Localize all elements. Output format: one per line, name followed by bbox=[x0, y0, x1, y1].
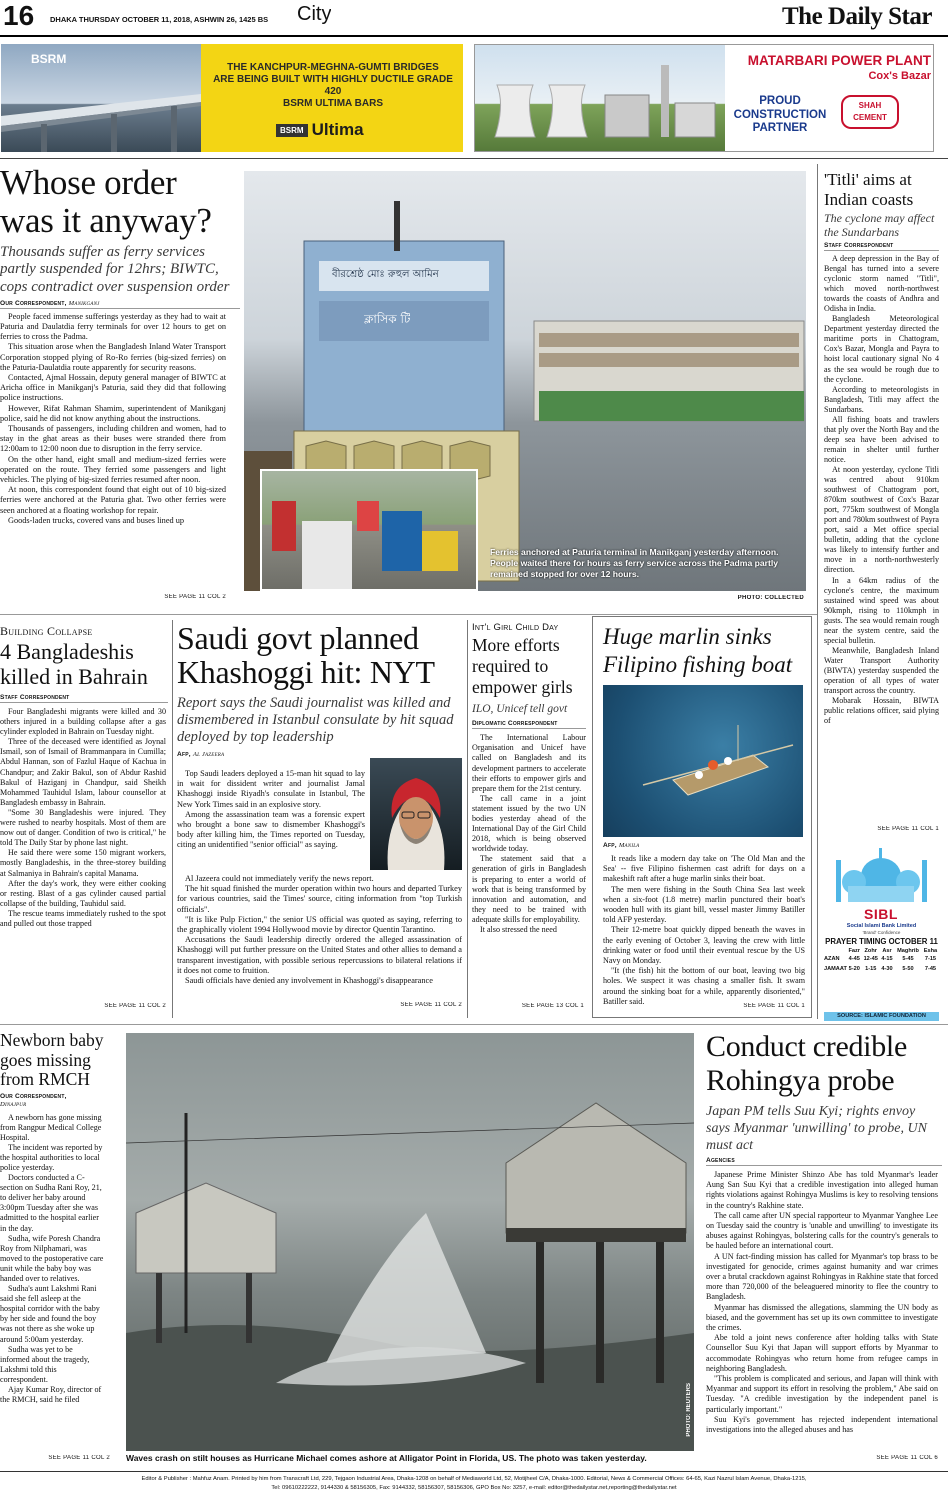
rule-bahrain-khashoggi bbox=[172, 620, 173, 1018]
prayer-time-cell: 4-30 bbox=[881, 966, 893, 972]
ferry-story bbox=[0, 164, 240, 610]
traffic-illustration bbox=[262, 471, 476, 589]
bahrain-paragraph: "Some 30 Bangladeshis were injured. They were rushed to nearby hospitals. Most of them are now out of danger. Condition of two is critical," he told The Daily Star by phone last night. bbox=[0, 807, 166, 848]
bahrain-body bbox=[0, 707, 166, 929]
rohingya-headline[interactable] bbox=[706, 1030, 942, 1098]
prayer-time-cell: 7-15 bbox=[924, 956, 937, 962]
khashoggi-deck: Report says the Saudi journalist was killed and dismembered in Istanbul consulate by hit squad deployed by top leadership bbox=[177, 695, 454, 745]
shah-cement-logo bbox=[841, 95, 899, 129]
baby-paragraph: A newborn has gone missing from Rangpur Medical College Hospital. bbox=[0, 1112, 102, 1142]
prayer-table bbox=[824, 948, 939, 974]
girlchild-body bbox=[472, 733, 586, 935]
titli-paragraph: In a 64km radius of the cyclone's centre, the maximum sustained wind speed was about 90kmph, rising to 110kmph in gusts. The sea would remain rough near the system centre, said the special bulletin. bbox=[824, 575, 939, 645]
ferry-byline bbox=[0, 300, 240, 309]
bahrain-headline-line-1: 4 Bangladeshis bbox=[0, 639, 134, 664]
rohingya-body bbox=[706, 1170, 938, 1435]
newspaper-logo[interactable]: The Daily Star bbox=[782, 3, 932, 30]
masthead-rule bbox=[0, 35, 948, 37]
khashoggi-paragraph: "It is like Pulp Fiction," the senior US official was quoted as saying, referring to the graphically violent 1994 Hollywood movie by director Quentin Tarantino. bbox=[177, 914, 462, 935]
prayer-time-cell: 1-15 bbox=[865, 966, 877, 972]
power-plant-illustration bbox=[475, 45, 725, 151]
hurricane-photo bbox=[126, 1033, 694, 1451]
girlchild-story bbox=[472, 622, 586, 1016]
ferry-paragraph: On the other hand, eight small and medium-sized ferries were operated on the route. They ferried some passengers and light vehicles. The plying of big-sized ferries resumed after noon. bbox=[0, 454, 226, 484]
footer-rule bbox=[0, 1471, 948, 1472]
prayer-time-cell: 4-45 bbox=[848, 956, 860, 962]
rohingya-byline: Agencies bbox=[706, 1157, 942, 1166]
marlin-byline-place: Manila bbox=[618, 842, 640, 849]
titli-deck: The cyclone may affect the Sundarbans bbox=[824, 211, 935, 239]
baby-paragraph: Sudha was yet to be informed about the tragedy, Lakshmi told this correspondent. bbox=[0, 1344, 90, 1384]
girlchild-paragraph: The call came in a joint statement issued by the two UN bodies yesterday ahead of the International Day of the Girl Child 2018, which is being observed worldwide today. bbox=[472, 793, 586, 854]
lower-rule bbox=[0, 1024, 948, 1025]
rohingya-paragraph: A UN fact-finding mission has called for Myanmar's top brass to be investigated for genocide, crimes against humanity and war crimes over a brutal crackdown against Rohingyas in Rakhine state that forced more than 720,000 of the beleaguered minority to flee the country to Bangladesh. bbox=[706, 1251, 938, 1302]
titli-paragraph: A deep depression in the Bay of Bengal has turned into a severe cyclonic storm named "Titli", which moved north-northwest towards the coasts of Andhra and Odisha in India. bbox=[824, 254, 939, 314]
bsrm-logo: BSRM bbox=[31, 52, 67, 66]
ferry-paragraph: Thousands of passengers, including children and women, had to stay in the ghat areas as their buses were stranded there from 12:00am to 12:00 noon due to disruption in the ferry service. bbox=[0, 423, 226, 454]
khashoggi-paragraph: Top Saudi leaders deployed a 15-man hit squad to lay in wait for dissident writer and journalist Jamal Khashoggi inside Riyadh's consulate in Istanbul, The New York Times said in an explosive story. bbox=[177, 769, 365, 809]
bahrain-story bbox=[0, 624, 168, 1018]
bahrain-jump[interactable]: SEE PAGE 11 COL 2 bbox=[104, 1003, 166, 1009]
rohingya-headline-line-1: Conduct credible bbox=[706, 1030, 907, 1063]
baby-byline bbox=[0, 1093, 118, 1109]
bahrain-kicker: Building Collapse bbox=[0, 624, 93, 638]
prayer-azan-row bbox=[824, 954, 939, 964]
girlchild-paragraph: It also stressed the need bbox=[480, 925, 557, 934]
baby-paragraph: The incident was reported by the hospital authorities to local police yesterday. bbox=[0, 1142, 103, 1172]
shah-role-3: PARTNER bbox=[752, 122, 808, 134]
khashoggi-portrait bbox=[370, 758, 462, 870]
baby-paragraph: Sudha, wife Poresh Chandra Roy from Nilphamari, was moved to the postoperative care unit while the baby boy was handed over to relatives. bbox=[0, 1233, 104, 1283]
raft-illustration bbox=[603, 685, 803, 837]
ferry-inset-photo bbox=[260, 469, 478, 591]
rohingya-paragraph: Myanmar has dismissed the allegations, slamming the UN body as biased, and the government has set up its own committee to investigate the crimes. bbox=[706, 1302, 938, 1333]
khashoggi-jump[interactable]: SEE PAGE 11 COL 2 bbox=[400, 1002, 462, 1008]
prayer-source: SOURCE: ISLAMIC FOUNDATION bbox=[824, 1012, 939, 1021]
bahrain-byline: Staff Correspondent bbox=[0, 694, 168, 703]
girlchild-kicker: Int'l Girl Child Day bbox=[472, 622, 559, 633]
bahrain-paragraph: After the day's work, they were either cooking or resting. Blast of a gas cylinder caused partial collapse of the building, Tauhidul said. bbox=[0, 878, 166, 908]
girlchild-headline-line-2: required to bbox=[472, 656, 549, 676]
rule-khashoggi-girl bbox=[467, 620, 468, 1018]
baby-headline-line-2: goes missing bbox=[0, 1049, 91, 1070]
baby-paragraph: Sudha's aunt Lakshmi Rani said she fell asleep at the hospital corridor with the baby by her side and found the boy was not there as she woke up around 5:00am yesterday. bbox=[0, 1284, 100, 1344]
rohingya-paragraph: "This problem is complicated and serious, and Japan will think with Myanmar and support its effort in resolving the problem," Abe said on Tuesday. "A credible investigation by the independent panel is particularly important." bbox=[706, 1374, 938, 1414]
bahrain-paragraph: Three of the deceased were identified as Joynal Ismail, son of Ismail of Brammanpara in Cumilla; Abdul Hannan, son of Fazlul Haque of Kachua in Chandpur; and Zakir Bakul, son of Abdur Rashid Bakul of Haziganj in Chandpur, said Sheikh Mohammed Tauhidul Islam, labour counsellor at Bangladesh embassy in Bahrain. bbox=[0, 737, 166, 807]
khashoggi-byline-name: Afp, bbox=[177, 751, 191, 758]
bahrain-paragraph: Four Bangladeshi migrants were killed and 30 others injured in a building collapse after a gas cylinder exploded in Bahrain on Tuesday night. bbox=[0, 707, 166, 737]
khashoggi-body-narrow bbox=[177, 769, 365, 851]
imprint-line-2: Tel: 09610222222, 9144330 & 58156305, Fax: 9144332, 58156307, 58156306, GPO Box No: 3257, e-mail: editor@thedailystar.net,reporting@thedailystar.net bbox=[271, 1485, 677, 1491]
khashoggi-story bbox=[177, 621, 465, 1016]
bsrm-ultima-logo bbox=[276, 120, 364, 140]
bsrm-badge: BSRM bbox=[276, 124, 308, 137]
marlin-headline-line-1: Huge marlin sinks bbox=[603, 624, 772, 649]
stilt-house-illustration bbox=[126, 1033, 694, 1451]
bahrain-paragraph: He said there were some 150 migrant workers, mostly Bangladeshis, in the three-storey building at Salmaniya in Bahrain's capital Manama. bbox=[0, 848, 166, 878]
girlchild-headline-line-1: More efforts bbox=[472, 635, 560, 655]
ferry-jump[interactable]: SEE PAGE 11 COL 2 bbox=[164, 594, 226, 600]
khashoggi-byline bbox=[177, 751, 465, 758]
ferry-paragraph: This situation arose when the Bangladesh Inland Water Transport Corporation stopped plying of Ro-Ro ferries (big-sized ferries) on the Paturia-Daulatdia route apparently for security reasons. bbox=[0, 342, 226, 372]
shah-cement-ad[interactable] bbox=[474, 44, 934, 152]
baby-story bbox=[0, 1031, 118, 1465]
prayer-col-header: Esha bbox=[923, 948, 938, 954]
baby-jump[interactable]: SEE PAGE 11 COL 2 bbox=[48, 1455, 110, 1461]
bahrain-headline[interactable] bbox=[0, 639, 168, 689]
ferry-headline-line-2: was it anyway? bbox=[0, 201, 212, 240]
shah-logo-line-2: CEMENT bbox=[853, 113, 887, 122]
ferry-headline-line-1: Whose order bbox=[0, 164, 177, 202]
marlin-body bbox=[603, 854, 805, 1007]
shah-logo-line-1: SHAH bbox=[858, 101, 882, 110]
baby-paragraph: Ajay Kumar Roy, director of the RMCH, said he filed bbox=[0, 1385, 102, 1405]
khashoggi-paragraph: The hit squad finished the murder operation within two hours and departed Turkey for various countries, said the Times' source, citing information from "top Turkish officials". bbox=[177, 884, 462, 914]
titli-body bbox=[824, 254, 939, 726]
hurricane-caption: Waves crash on stilt houses as Hurricane Michael comes ashore at Alligator Point in Florida, US. The photo was taken yesterday. bbox=[126, 1453, 647, 1463]
prayer-col-header: Asr bbox=[882, 948, 892, 954]
prayer-col-header: Zohr bbox=[864, 948, 877, 954]
column-rule-right bbox=[817, 164, 818, 1019]
baby-headline-line-1: Newborn baby bbox=[0, 1031, 104, 1050]
baby-headline-line-3: from RMCH bbox=[0, 1069, 90, 1089]
girlchild-jump[interactable]: SEE PAGE 13 COL 1 bbox=[521, 1003, 584, 1009]
titli-paragraph: Mobarak Hossain, BIWTA public relations officer, said plying of bbox=[824, 696, 939, 726]
portrait-illustration bbox=[370, 758, 462, 870]
prayer-jamaat-row bbox=[824, 964, 939, 974]
rohingya-paragraph: The call came after UN special rapporteur to Myanmar Yanghee Lee on Tuesday said the country is 'unable and unwilling' to investigate its abuses against Rohingyas, bolstering calls for the country's generals to be hauled before an international court. bbox=[706, 1210, 938, 1251]
power-plant-photo bbox=[475, 45, 725, 151]
ferry-headline[interactable] bbox=[0, 164, 240, 240]
bridge-photo bbox=[1, 44, 201, 152]
ferry-photo-credit: PHOTO: COLLECTED bbox=[737, 595, 804, 601]
khashoggi-paragraph: Al Jazeera could not immediately verify the news report. bbox=[185, 874, 374, 883]
bsrm-line-1: THE KANCHPUR-MEGHNA-GUMTI BRIDGES bbox=[227, 62, 439, 73]
baby-byline-place: Dinajpur bbox=[0, 1100, 27, 1108]
titli-paragraph: According to meteorologists in Bangladesh, Titli may affect the Sundarbans. bbox=[824, 384, 939, 414]
shah-ad-role bbox=[725, 95, 835, 136]
khashoggi-paragraph: Saudi officials have denied any involvement in Khashoggi's disappearance bbox=[185, 976, 433, 986]
ferry-paragraph: At noon, this correspondent found that eight out of 10 big-sized ferries were anchored at the Paturia ghat. Two other ferries were seen anchored at a floating workshop for repair. bbox=[0, 485, 226, 515]
khashoggi-headline[interactable] bbox=[177, 621, 465, 689]
ferry-paragraph: Goods-laden trucks, covered vans and buses lined up bbox=[8, 515, 185, 525]
titli-headline-line-1: 'Titli' aims at bbox=[824, 170, 912, 189]
khashoggi-body-wide bbox=[177, 874, 462, 986]
masthead bbox=[0, 0, 948, 40]
titli-story bbox=[824, 170, 939, 838]
ferry-sign-2: ক্লাসিক টি bbox=[364, 312, 411, 326]
rohingya-headline-line-2: Rohingya probe bbox=[706, 1064, 895, 1097]
baby-headline[interactable] bbox=[0, 1031, 118, 1090]
marlin-paragraph: The men were fishing in the South China Sea last week when a six-foot (1.8 metre) marlin punctured their boat's wooden hull with its giant bill, vessel master Jimmy Batiller told AFP yesterday. bbox=[603, 884, 805, 925]
rohingya-paragraph: Abe told a joint news conference after holding talks with State Counsellor Suu Kyi that Japan will support efforts by Myanmar to accommodate Rohingyas who return home from refugee camps in neighboring Bangladesh. bbox=[706, 1333, 938, 1373]
girlchild-headline-line-3: empower girls bbox=[472, 677, 573, 697]
bsrm-ad-headline bbox=[206, 62, 460, 110]
ferry-photo bbox=[244, 171, 806, 603]
girlchild-headline[interactable] bbox=[472, 635, 586, 698]
marlin-byline bbox=[603, 842, 639, 849]
dateline: DHAKA THURSDAY OCTOBER 11, 2018, ASHWIN 26, 1425 BS bbox=[50, 15, 269, 24]
marlin-paragraph: "It (the fish) hit the bottom of our boat, leaving two big holes. We suspect it was chasing a smaller fish. It swam around the sinking boat for a while, apparently disoriented," Batiller said. bbox=[603, 966, 805, 1006]
girlchild-byline: Diplomatic Correspondent bbox=[472, 720, 586, 729]
shah-role-1: PROUD bbox=[759, 95, 801, 107]
ferry-caption: Ferries anchored at Paturia terminal in Manikganj yesterday afternoon. People waited there for hours as ferry service across the Padma partly remained stopped for over 12 hours. bbox=[490, 547, 779, 579]
marlin-paragraph: Their 12-metre boat quickly dipped beneath the waves in the early evening of October 3, leaving the crew with little drinking water or food until their eventual rescue by the US Navy on Monday. bbox=[603, 925, 805, 966]
rohingya-paragraph: Japanese Prime Minister Shinzo Abe has told Myanmar's leader Aung San Suu Kyi that a credible investigation into alleged human rights violations against Rohingya Muslims is key to resolving tensions in the country's Rakhine state. bbox=[706, 1170, 938, 1210]
rohingya-jump[interactable]: SEE PAGE 11 COL 6 bbox=[876, 1455, 938, 1461]
bsrm-line-2: ARE BEING BUILT WITH HIGHLY DUCTILE GRADE 420 bbox=[213, 74, 453, 97]
khashoggi-paragraph: Among the assassination team was a forensic expert who brought a bone saw to dismember Khashoggi's body after killing him, the Times reported on Tuesday, citing an unidentified "senior official" as saying. bbox=[177, 809, 365, 850]
ads-bottom-rule bbox=[0, 158, 948, 159]
ferry-paragraph: Contacted, Ajmal Hossain, deputy general manager of BIWTC at Aricha office in Manikganj's Paturia, said they did that following police instructions. bbox=[0, 372, 226, 403]
sibl-logo: SIBL bbox=[864, 906, 898, 922]
mid-rule bbox=[0, 614, 817, 615]
titli-headline-line-2: Indian coasts bbox=[824, 190, 914, 209]
prayer-row-label: JAMAAT bbox=[824, 966, 847, 972]
shah-role-2: CONSTRUCTION bbox=[733, 108, 827, 121]
prayer-time-cell: 5-45 bbox=[902, 956, 914, 962]
girlchild-paragraph: The International Labour Organisation and Unicef have called on Bangladesh and its development partners to accelerate their efforts to empower girls and prepare them for the 21st century. bbox=[472, 733, 586, 793]
prayer-row-label: AZAN bbox=[824, 956, 840, 962]
baby-paragraph: Doctors conducted a C-section on Sudha Rani Roy, 21, to deliver her baby around 3:00pm Tuesday after she was admitted to the hospital earlier in the day. bbox=[0, 1173, 102, 1233]
ferry-paragraph: People faced immense sufferings yesterday as they had to wait at Paturia and Daulatdia ferry terminals for over 12 hours to get on ferries to cross the Padma. bbox=[0, 311, 226, 342]
prayer-col-header: Fazr bbox=[848, 948, 860, 954]
ferry-deck: Thousands suffer as ferry services partly suspended for 12hrs; BIWTC, cops contradict over suspension order bbox=[0, 244, 230, 295]
bsrm-line-3: BSRM ULTIMA BARS bbox=[283, 98, 383, 109]
marlin-story bbox=[592, 616, 812, 1018]
ferry-paragraph: However, Rifat Rahman Shamim, superintendent of Manikganj police, said he did not know anything about the instructions. bbox=[0, 403, 226, 423]
khashoggi-byline-place: Al Jazeera bbox=[192, 751, 225, 758]
titli-paragraph: All fishing boats and trawlers that ply over the North Bay and the deep sea have been advised to remain in shelter until further notice. bbox=[824, 414, 939, 464]
prayer-time-cell: 5-20 bbox=[848, 966, 860, 972]
bahrain-paragraph: The rescue teams immediately rushed to the spot and pulled out those trapped bbox=[0, 908, 167, 928]
baby-body bbox=[0, 1113, 104, 1406]
shah-ad-subtitle: Cox's Bazar bbox=[868, 70, 931, 82]
sibl-full-name: Social Islami Bank Limited bbox=[846, 923, 917, 929]
titli-paragraph: Meanwhile, Bangladesh Inland Water Transport Authority (BIWTA) yesterday suspended the operation of all types of water transport across the country. bbox=[824, 645, 939, 696]
girlchild-deck: ILO, Unicef tell govt bbox=[472, 703, 568, 715]
baby-byline-name: Our Correspondent, bbox=[0, 1092, 67, 1100]
mosque-icon bbox=[824, 840, 939, 904]
khashoggi-paragraph: Accusations the Saudi leadership directly ordered the alleged assassination of Khashoggi will put further pressure on the United States and other allies to demand a transparent investigation, with possible serious repercussions to bilateral relations if it does not come to fruition. bbox=[177, 935, 462, 975]
page-number: 16 bbox=[3, 0, 35, 31]
hurricane-photo-credit: PHOTO: REUTERS bbox=[686, 1383, 692, 1437]
marlin-paragraph: It reads like a modern day take on 'The Old Man and the Sea' -- five Filipino fishermen cast adrift for days on a makeshift raft after a huge marlin sinks their boat. bbox=[603, 854, 805, 884]
shah-ad-title: MATARBARI POWER PLANT bbox=[747, 53, 931, 68]
titli-paragraph: At noon yesterday, cyclone Titli was centred about 910km southwest of Chattogram port, 870km southwest of Cox's Bazar port, 775km southwest of Mongla port and 780km southwest of Payra port, said a Met office special bulletin, adding that the cyclone was likely to intensify further and move in a north-northwesterly direction. bbox=[824, 464, 939, 575]
titli-paragraph: Bangladesh Meteorological Department yesterday directed the maritime ports in Chattogram, Cox's Bazar, Mongla and Payra to hoist local cautionary signal No 4 as the sea would be rough due to the cyclone. bbox=[824, 314, 939, 384]
bahrain-headline-line-2: killed in Bahrain bbox=[0, 664, 148, 689]
section-name: City bbox=[297, 3, 332, 25]
prayer-time-cell: 12-45 bbox=[863, 956, 878, 962]
ultima-word: Ultima bbox=[311, 120, 364, 139]
ferry-byline-name: Our Correspondent, bbox=[0, 299, 67, 307]
titli-byline: Staff Correspondent bbox=[824, 242, 939, 251]
titli-headline[interactable] bbox=[824, 170, 939, 210]
prayer-time-cell: 5-50 bbox=[902, 966, 914, 972]
ferry-sign-1: বীরশ্রেষ্ঠ মোঃ রুহুল আমিন bbox=[332, 269, 439, 280]
marlin-jump[interactable]: SEE PAGE 11 COL 1 bbox=[743, 1003, 805, 1009]
rohingya-paragraph: Suu Kyi's government has rejected independent international investigations into the alleged abuses and has bbox=[706, 1414, 938, 1435]
marlin-headline-line-2: Filipino fishing boat bbox=[603, 652, 793, 677]
marlin-photo bbox=[603, 685, 803, 837]
ferry-body bbox=[0, 312, 226, 526]
rohingya-story bbox=[706, 1030, 942, 1466]
girlchild-paragraph: The statement said that a generation of girls in Bangladesh is preparing to enter a world of work that is being transformed by innovation and automation, and they need to be trained with adequate skills for employability. bbox=[472, 854, 586, 924]
khashoggi-headline-line-2: Khashoggi hit: NYT bbox=[177, 654, 435, 690]
prayer-timing-box bbox=[824, 840, 939, 1022]
marlin-byline-name: Afp, bbox=[603, 842, 617, 849]
ferry-byline-place: Manikganj bbox=[68, 299, 100, 307]
titli-jump[interactable]: SEE PAGE 11 COL 1 bbox=[877, 826, 939, 832]
sibl-tagline: 'Brand' Confidence bbox=[862, 930, 901, 935]
prayer-time-cell: 7-45 bbox=[924, 966, 937, 972]
marlin-headline[interactable] bbox=[603, 623, 792, 679]
prayer-col-header: Maghrib bbox=[897, 948, 919, 954]
bsrm-ad[interactable] bbox=[1, 44, 463, 152]
khashoggi-headline-line-1: Saudi govt planned bbox=[177, 621, 419, 656]
prayer-time-cell: 4-15 bbox=[881, 956, 893, 962]
imprint-line-1: Editor & Publisher : Mahfuz Anam. Printed by him from Transcraft Ltd, 229, Tejgaon Industrial Area, Dhaka-1208 on behalf of Mediaworld Ltd, 52, Motijheel C/A, Dhaka-1000. Editorial, News & Commercial Offices: 64-65, Kazi Nazrul Islam Avenue, Dhaka-1215, bbox=[141, 1476, 807, 1482]
rohingya-deck: Japan PM tells Suu Kyi; rights envoy says Myanmar 'unwilling' to probe, UN must act bbox=[706, 1104, 927, 1153]
prayer-title: PRAYER TIMING OCTOBER 11 bbox=[825, 937, 938, 946]
